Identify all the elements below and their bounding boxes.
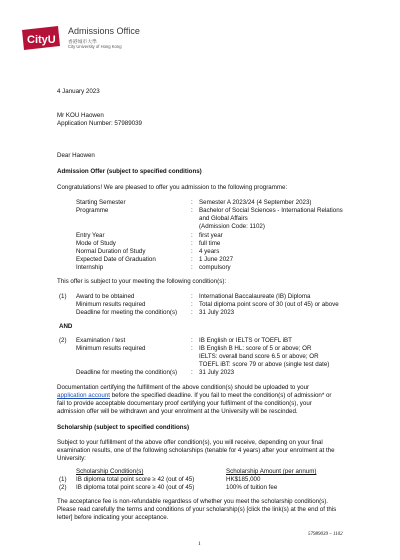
- row-colon: :: [191, 199, 193, 206]
- row-value: IB English B HL: score of 5 or above; OR: [199, 345, 312, 352]
- scholarship-text: Subject to your fulfillment of the above offer condition(s), you will receive, depending on your final: [57, 439, 323, 446]
- row-colon: :: [191, 240, 193, 247]
- row-colon: :: [191, 369, 193, 376]
- row-colon: :: [191, 337, 193, 344]
- row-value: Bachelor of Social Sciences - International Relations: [199, 207, 343, 214]
- reference-code: 57989039 – 1102: [308, 532, 343, 537]
- row-label: Expected Date of Graduation: [76, 256, 156, 263]
- row-label: Award to be obtained: [76, 293, 135, 300]
- row-value: 4 years: [199, 248, 220, 255]
- doc-line-text: before the specified deadline. If you fail to meet the condition(s) of admission* or: [109, 392, 332, 399]
- row-colon: :: [191, 309, 193, 316]
- page-number: 1: [198, 541, 201, 547]
- row-colon: :: [191, 232, 193, 239]
- row-colon: :: [191, 264, 193, 271]
- cityu-logo: [18, 24, 64, 52]
- row-value: International Baccalaureate (IB) Diploma: [199, 293, 311, 300]
- row-value: full time: [199, 240, 221, 247]
- row-label: Deadline for meeting the condition(s): [76, 369, 178, 376]
- logo-text: CityU: [27, 34, 56, 46]
- row-label: Programme: [76, 207, 109, 214]
- row-label: Minimum results required: [76, 301, 146, 308]
- row-value: IELTS: overall band score 6.5 or above; OR: [199, 353, 319, 360]
- fee-text: Please read carefully the terms and conditions of your scholarship(s) [click the link(s) at the end of this: [57, 506, 337, 513]
- doc-line: Documentation certifying the fulfillment of the above condition(s) should be uploaded to your: [57, 384, 310, 391]
- university-name-chinese: 香港城市大學: [68, 40, 97, 45]
- offer-heading: Admission Offer (subject to specified conditions): [57, 168, 202, 175]
- row-value: 1 June 2027: [199, 256, 234, 263]
- scholarship-amount: 100% of tuition fee: [226, 484, 278, 491]
- row-label: Minimum results required: [76, 345, 146, 352]
- doc-line: admission offer will be withdrawn and your enrolment at the University will be rescinded.: [57, 408, 298, 415]
- recipient-name: Mr KOU Haowen: [57, 112, 104, 119]
- application-account-link[interactable]: application account: [57, 392, 110, 399]
- row-value: compulsory: [199, 264, 231, 271]
- fee-text: The acceptance fee is non-refundable regardless of whether you meet the scholarship condition(s).: [57, 498, 329, 505]
- row-value: and Global Affairs: [199, 215, 248, 222]
- row-colon: :: [191, 301, 193, 308]
- row-value: (Admission Code: 1102): [199, 223, 265, 230]
- scholarship-amount-header: Scholarship Amount (per annum): [226, 468, 317, 475]
- conditions-intro: This offer is subject to your meeting the following condition(s):: [57, 278, 227, 285]
- scholarship-condition: IB diploma total point score ≥ 42 (out of 45): [76, 476, 195, 483]
- congratulations-text: Congratulations! We are pleased to offer you admission to the following programme:: [57, 184, 288, 191]
- row-value: TOEFL iBT: score 79 or above (single test date): [199, 361, 330, 368]
- application-number: Application Number: 57989039: [57, 120, 142, 127]
- row-label: Mode of Study: [76, 240, 116, 247]
- row-value: 31 July 2023: [199, 309, 235, 316]
- scholarship-condition: IB diploma total point score ≥ 40 (out of 45): [76, 484, 195, 491]
- row-value: Total diploma point score of 30 (out of 45) or above: [199, 301, 339, 308]
- scholarship-amount: HK$185,000: [226, 476, 261, 483]
- fee-text: letter] before indicating your acceptance.: [57, 514, 169, 521]
- row-label: Entry Year: [76, 232, 105, 239]
- row-colon: :: [191, 256, 193, 263]
- letter-date: 4 January 2023: [57, 88, 100, 95]
- row-value: Semester A 2023/24 (4 September 2023): [199, 199, 312, 206]
- salutation: Dear Haowen: [57, 152, 95, 159]
- scholarship-number: (2): [59, 484, 67, 491]
- scholarship-heading: Scholarship (subject to specified conditions): [57, 424, 190, 431]
- row-value: IB English or IELTS or TOEFL iBT: [199, 337, 292, 344]
- row-label: Examination / test: [76, 337, 126, 344]
- row-value: first year: [199, 232, 223, 239]
- row-label: Normal Duration of Study: [76, 248, 146, 255]
- and-label: AND: [59, 323, 73, 330]
- row-colon: :: [191, 293, 193, 300]
- row-colon: :: [191, 345, 193, 352]
- office-name: Admissions Office: [68, 26, 140, 36]
- row-value: 31 July 2023: [199, 369, 235, 376]
- scholarship-condition-header: Scholarship Condition(s): [76, 468, 144, 475]
- row-colon: :: [191, 207, 193, 214]
- scholarship-text: University:: [57, 455, 86, 462]
- doc-line: fail to provide acceptable documentary proof certifying your fulfilment of the condition(s), your: [57, 400, 312, 407]
- row-colon: :: [191, 248, 193, 255]
- scholarship-number: (1): [59, 476, 67, 483]
- scholarship-text: examination results, one of the following scholarships (tenable for 4 years) after your enrolment at the: [57, 447, 335, 454]
- row-label: Starting Semester: [76, 199, 126, 206]
- row-label: Internship: [76, 264, 104, 271]
- university-name-english: City University of Hong Kong: [68, 44, 122, 49]
- condition-number: (1): [59, 293, 67, 300]
- condition-number: (2): [59, 337, 67, 344]
- doc-line: [57, 392, 331, 400]
- row-label: Deadline for meeting the condition(s): [76, 309, 178, 316]
